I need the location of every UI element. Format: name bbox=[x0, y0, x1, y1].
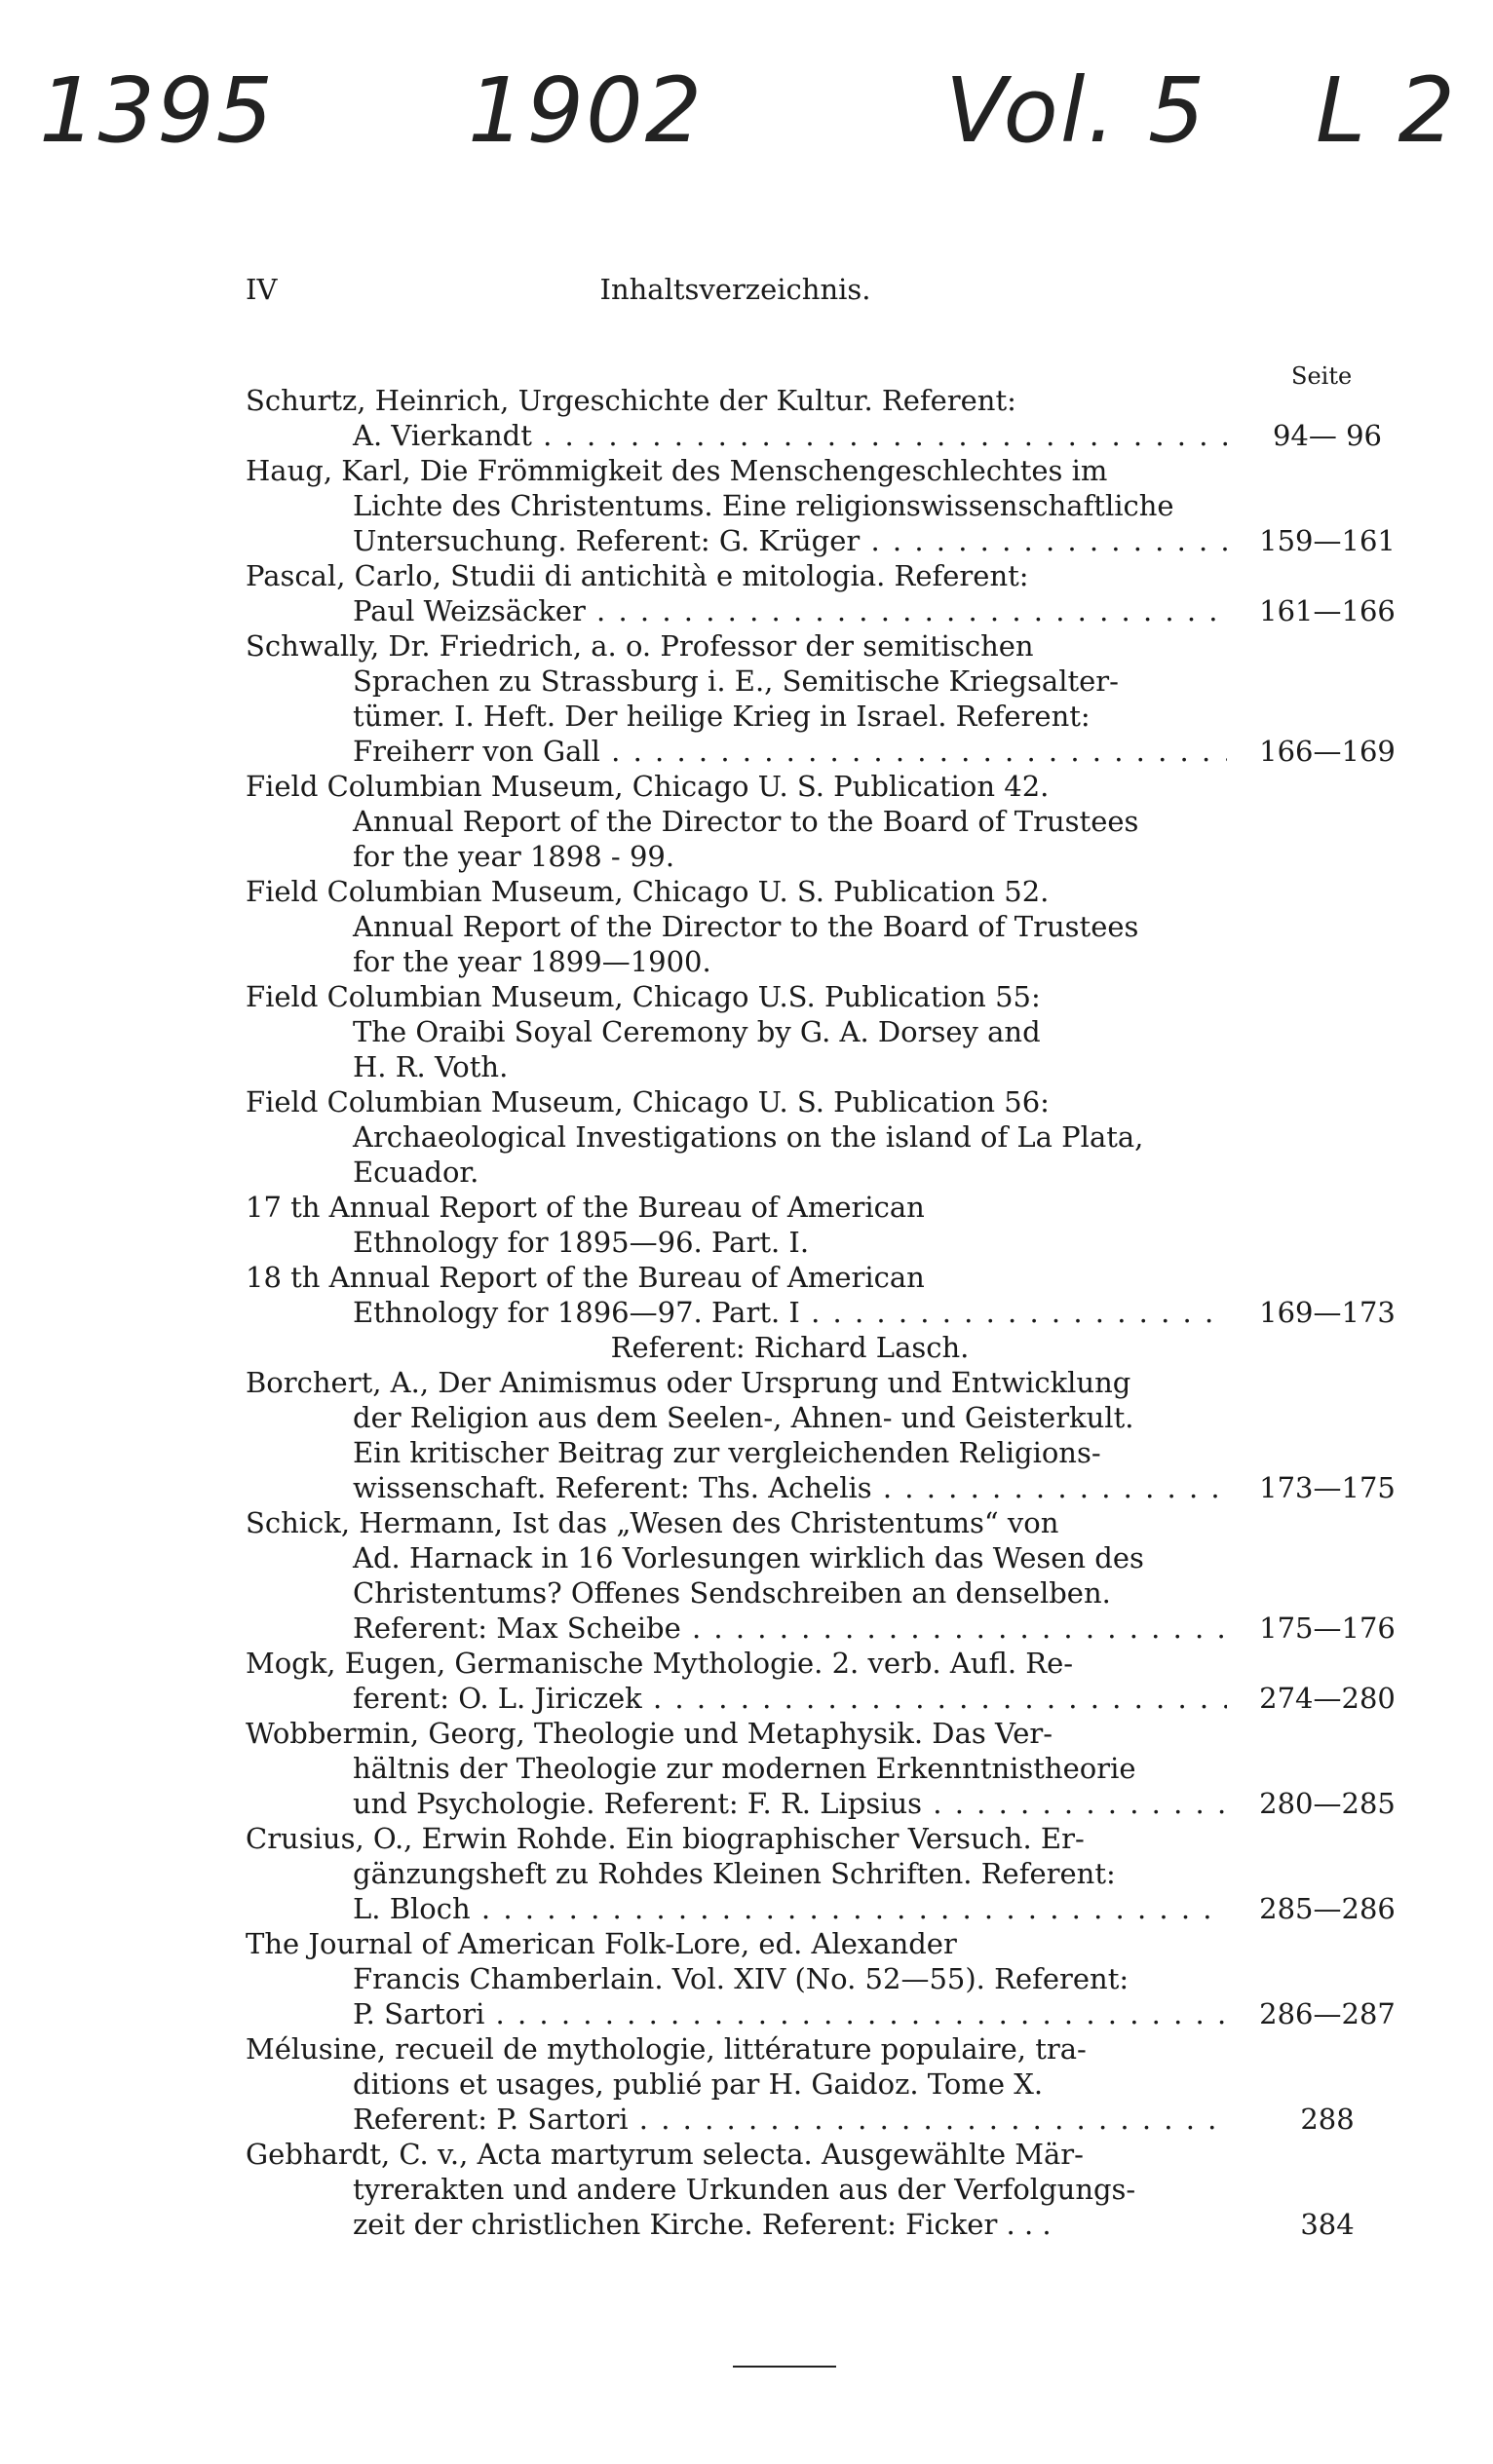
toc-entry-line: Mélusine, recueil de mythologie, littérature populaire, tra- bbox=[246, 2032, 1087, 2066]
toc-entry-line: Mogk, Eugen, Germanische Mythologie. 2. verb. Aufl. Re- bbox=[246, 1647, 1074, 1680]
toc-entry-line: Pascal, Carlo, Studii di antichità e mitologia. Referent: bbox=[246, 559, 1029, 592]
toc-entry-line: Schick, Hermann, Ist das „Wesen des Christentums“ von bbox=[246, 1506, 1059, 1539]
footer-rule bbox=[733, 2366, 836, 2368]
toc-entry-line: Ethnology for 1895—96. Part. I. bbox=[353, 1226, 810, 1259]
toc-entry bbox=[246, 1084, 1415, 1190]
toc-entry bbox=[246, 453, 1415, 558]
page-title: Inhaltsverzeichnis. bbox=[599, 273, 871, 306]
toc-entry-line: ditions et usages, publié par H. Gaidoz. Tome X. bbox=[353, 2067, 1044, 2101]
toc-entry-line: der Religion aus dem Seelen-, Ahnen- und Geisterkult. bbox=[353, 1401, 1134, 1434]
toc-entry bbox=[246, 2137, 1415, 2242]
toc-entry-line: Wobbermin, Georg, Theologie und Metaphysik. Das Ver- bbox=[246, 1717, 1053, 1750]
toc-entry-line: Ein kritischer Beitrag zur vergleichenden Religions- bbox=[353, 1436, 1101, 1469]
toc-entry-line: tümer. I. Heft. Der heilige Krieg in Israel. Referent: bbox=[353, 700, 1091, 733]
toc-entry-line: Lichte des Christentums. Eine religionswissenschaftliche bbox=[353, 489, 1174, 522]
toc-entry bbox=[246, 1821, 1415, 1926]
toc-entry-line: Schwally, Dr. Friedrich, a. o. Professor der semitischen bbox=[246, 629, 1034, 663]
toc-entry bbox=[246, 383, 1415, 453]
toc-entry-line: gänzungsheft zu Rohdes Kleinen Schriften. Referent: bbox=[353, 1857, 1116, 1890]
toc-entry-line: tyrerakten und andere Urkunden aus der Verfolgungs- bbox=[353, 2173, 1136, 2206]
toc-entry-pages: 159—161 bbox=[1259, 524, 1396, 557]
toc-entry bbox=[246, 628, 1415, 769]
toc-entry-pages: 169—173 bbox=[1259, 1296, 1396, 1329]
toc-entry-pages: 166—169 bbox=[1259, 735, 1396, 768]
toc-entry-line: for the year 1899—1900. bbox=[353, 945, 711, 978]
toc-entry-pages: 274—280 bbox=[1259, 1682, 1396, 1715]
toc-entry-line: hältnis der Theologie zur modernen Erkenntnistheorie bbox=[353, 1752, 1136, 1785]
handwritten-catalog-number: 1395 bbox=[39, 58, 276, 163]
page-column-label: Seite bbox=[1291, 362, 1353, 390]
toc-entry bbox=[246, 1716, 1415, 1821]
toc-entry-line: Sprachen zu Strassburg i. E., Semitische Kriegsalter- bbox=[353, 664, 1119, 698]
toc-entry-pages: 285—286 bbox=[1259, 1892, 1396, 1925]
toc-entry-line: Field Columbian Museum, Chicago U. S. Publication 52. bbox=[246, 875, 1050, 908]
toc-entry-pages: 280—285 bbox=[1259, 1787, 1396, 1820]
toc-entry bbox=[246, 1260, 1415, 1365]
toc-entry-pages: 173—175 bbox=[1259, 1471, 1396, 1504]
toc-entry-line: Paul Weizsäcker . . . bbox=[246, 593, 1227, 628]
page-number: IV bbox=[246, 273, 278, 306]
toc-entry-line: Referent: P. Sartori . . . bbox=[246, 2102, 1227, 2137]
handwritten-year: 1902 bbox=[468, 58, 705, 163]
toc-entry bbox=[246, 1646, 1415, 1716]
toc-entry-line: Gebhardt, C. v., Acta martyrum selecta. Ausgewählte Mär- bbox=[246, 2138, 1084, 2171]
toc-entry-line: for the year 1898 - 99. bbox=[353, 840, 675, 873]
toc-entry-pages: 286—287 bbox=[1259, 1997, 1396, 2030]
toc-entry-pages: 161—166 bbox=[1259, 594, 1396, 627]
toc-entry-line: P. Sartori . . . bbox=[246, 1996, 1227, 2031]
handwritten-volume: Vol. 5 bbox=[945, 58, 1207, 163]
toc-entry-line: Annual Report of the Director to the Board of Trustees bbox=[353, 805, 1139, 838]
handwritten-shelf-mark: L 2 bbox=[1316, 58, 1458, 163]
toc-entry-line: Archaeological Investigations on the island of La Plata, bbox=[353, 1120, 1144, 1154]
toc-entry bbox=[246, 558, 1415, 628]
toc-entry-line: Field Columbian Museum, Chicago U. S. Publication 56: bbox=[246, 1085, 1050, 1118]
toc-entry-line: Freiherr von Gall . . . bbox=[246, 734, 1227, 769]
toc-entry-pages: 175—176 bbox=[1259, 1611, 1396, 1645]
toc-entry-pages: 288 bbox=[1300, 2103, 1355, 2136]
toc-entry-line: Schurtz, Heinrich, Urgeschichte der Kultur. Referent: bbox=[246, 384, 1016, 417]
toc-entry bbox=[246, 1365, 1415, 1505]
toc-entry-line: Ethnology for 1896—97. Part. I . . . bbox=[246, 1295, 1227, 1330]
toc-entry-line: ferent: O. L. Jiriczek . . . bbox=[246, 1681, 1227, 1716]
toc-entry-line: Annual Report of the Director to the Board of Trustees bbox=[353, 910, 1139, 943]
toc-entry-line: Francis Chamberlain. Vol. XIV (No. 52—55). Referent: bbox=[353, 1962, 1129, 1995]
toc-entry-line: wissenschaft. Referent: Ths. Achelis . . . bbox=[246, 1470, 1227, 1505]
toc-entry-line: Ad. Harnack in 16 Vorlesungen wirklich das Wesen des bbox=[353, 1541, 1144, 1574]
toc-entry-line: Field Columbian Museum, Chicago U. S. Publication 42. bbox=[246, 770, 1050, 803]
toc-entry bbox=[246, 769, 1415, 874]
toc-entry-line: The Oraibi Soyal Ceremony by G. A. Dorsey and bbox=[353, 1015, 1041, 1048]
table-of-contents bbox=[246, 383, 1415, 2242]
toc-entry-pages: 94— 96 bbox=[1272, 419, 1383, 452]
running-head bbox=[246, 273, 1225, 322]
toc-entry-line: L. Bloch . . . bbox=[246, 1891, 1227, 1926]
toc-entry bbox=[246, 2031, 1415, 2137]
toc-entry-line: Referent: Max Scheibe . . . bbox=[246, 1611, 1227, 1646]
toc-entry-line: Ecuador. bbox=[353, 1156, 479, 1189]
toc-entry-pages: 384 bbox=[1300, 2208, 1355, 2241]
toc-entry-line: zeit der christlichen Kirche. Referent: Ficker . . . bbox=[353, 2208, 1052, 2241]
toc-entry-line: Haug, Karl, Die Frömmigkeit des Menschengeschlechtes im bbox=[246, 454, 1108, 487]
toc-entry bbox=[246, 1926, 1415, 2031]
toc-entry-line: The Journal of American Folk-Lore, ed. Alexander bbox=[246, 1927, 957, 1960]
toc-entry bbox=[246, 1505, 1415, 1646]
toc-entry-line: A. Vierkandt . . . bbox=[246, 418, 1227, 453]
toc-entry-line: Untersuchung. Referent: G. Krüger . . . bbox=[246, 523, 1227, 558]
toc-entry-line: und Psychologie. Referent: F. R. Lipsius . . . bbox=[246, 1786, 1227, 1821]
toc-entry-line: 18 th Annual Report of the Bureau of American bbox=[246, 1261, 925, 1294]
toc-entry-line: Referent: Richard Lasch. bbox=[610, 1331, 970, 1364]
toc-entry-line: Christentums? Offenes Sendschreiben an denselben. bbox=[353, 1576, 1111, 1610]
toc-entry bbox=[246, 979, 1415, 1084]
toc-entry bbox=[246, 874, 1415, 979]
toc-entry-line: 17 th Annual Report of the Bureau of American bbox=[246, 1191, 925, 1224]
toc-entry-line: Crusius, O., Erwin Rohde. Ein biographischer Versuch. Er- bbox=[246, 1822, 1085, 1855]
toc-entry bbox=[246, 1190, 1415, 1260]
toc-entry-line: Borchert, A., Der Animismus oder Ursprung und Entwicklung bbox=[246, 1366, 1131, 1399]
toc-entry-line: Field Columbian Museum, Chicago U.S. Publication 55: bbox=[246, 980, 1041, 1013]
toc-entry-line: H. R. Voth. bbox=[353, 1050, 509, 1083]
